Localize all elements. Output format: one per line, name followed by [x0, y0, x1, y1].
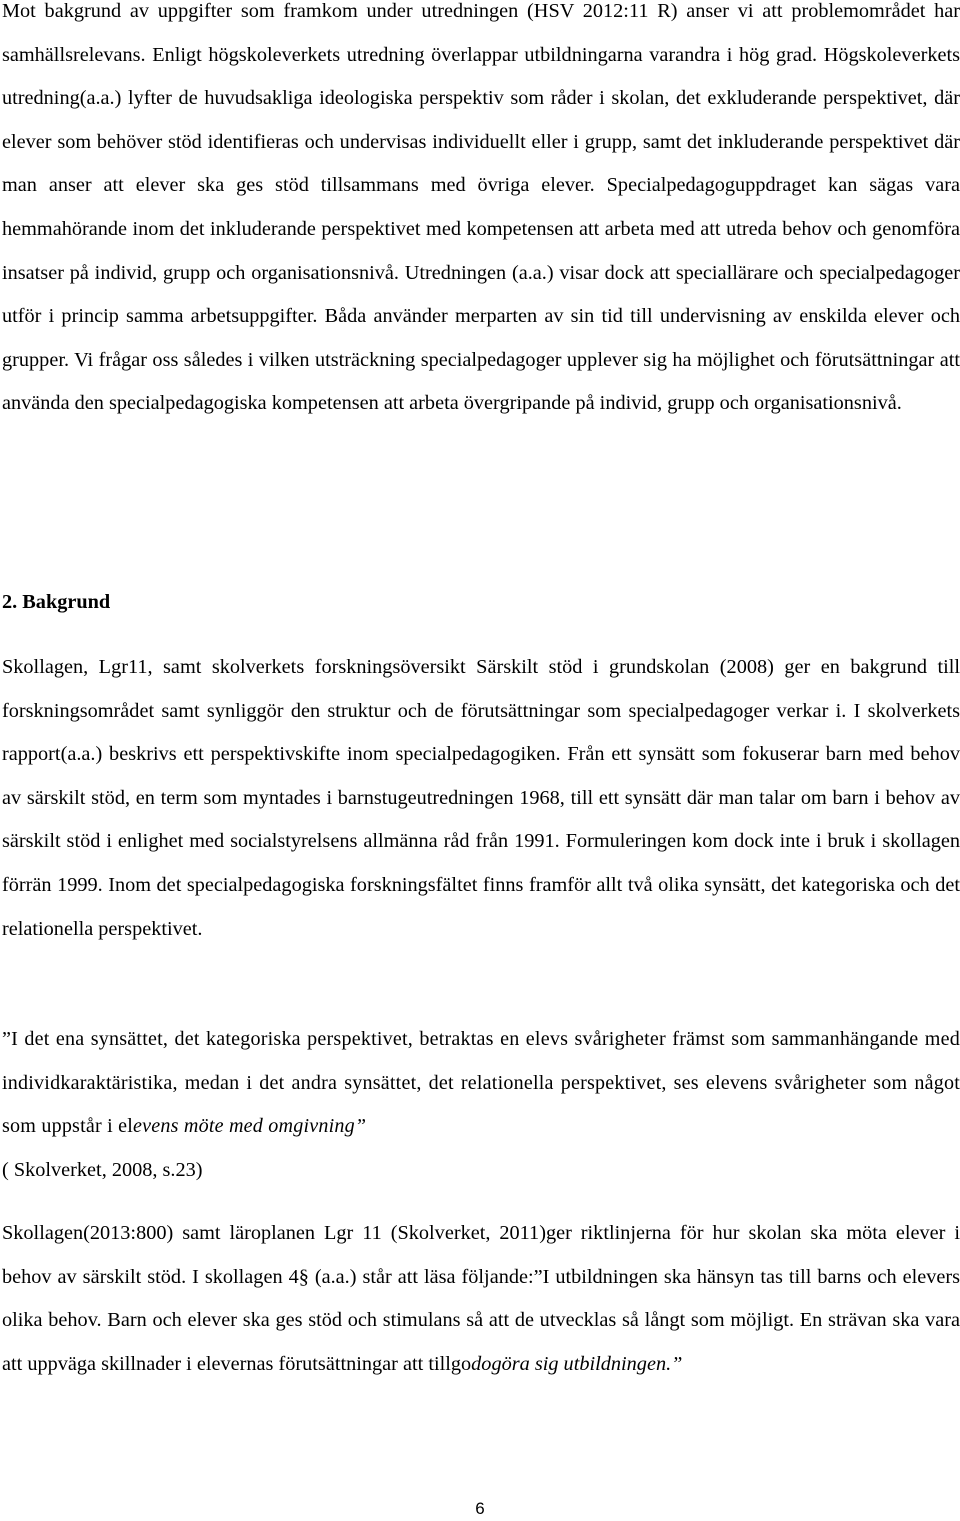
quote-text: ”I det ena synsättet, det kategoriska perspektivet, betraktas en elevs svårigheter främst som sammanhängande med individkaraktäristika, medan i det andra synsättet, det relationella perspektivet, ses elevens svårigheter som något som uppstår i el — [2, 1028, 960, 1138]
law-italic-text: dogöra sig utbildningen.” — [471, 1352, 683, 1375]
law-text: Skollagen(2013:800) samt läroplanen Lgr 11 (Skolverket, 2011)ger riktlinjerna för hur skolan ska möta elever i behov av särskilt stöd. I skollagen 4§ (a.a.) står att läsa följande:”I utbildningen ska hänsyn tas till barns och elevers olika behov. Barn och elever ska ges stöd och stimulans så att de utvecklas så långt som möjligt. En strävan ska vara att uppväga skillnader i elevernas förutsättningar att tillgo — [2, 1222, 960, 1375]
paragraph-background: Skollagen, Lgr11, samt skolverkets forskningsöversikt Särskilt stöd i grundskolan (2008) ger en bakgrund till forskningsområdet samt synliggör den struktur och de förutsättningar som specialpedagoger verkar i. I skolverkets rapport(a.a.) beskrivs ett perspektivskifte inom specialpedagogiken. Från ett synsätt som fokuserar barn med behov av särskilt stöd, en term som myntades i barnstugeutredningen 1968, till ett synsätt där man talar om barn i behov av särskilt stöd i enlighet med socialstyrelsens allmänna råd från 1991. Formuleringen kom dock inte i bruk i skollagen förrän 1999. Inom det specialpedagogiska forskningsfältet finns framför allt två olika synsätt, det kategoriska och det relationella perspektivet. — [2, 656, 960, 940]
page-number: 6 — [475, 1499, 485, 1518]
block-quote — [0, 1018, 960, 1149]
quote-italic-text: evens möte med omgivning” — [133, 1115, 367, 1138]
section-heading: 2. Bakgrund — [2, 591, 111, 613]
quote-citation: ( Skolverket, 2008, s.23) — [2, 1159, 203, 1181]
paragraph-law — [0, 1212, 960, 1386]
paragraph-intro: Mot bakgrund av uppgifter som framkom under utredningen (HSV 2012:11 R) anser vi att problemområdet har samhällsrelevans. Enligt högskoleverkets utredning överlappar utbildningarna varandra i hög grad. Högskoleverkets utredning(a.a.) lyfter de huvudsakliga ideologiska perspektiv som råder i skolan, det exkluderande perspektivet, där elever som behöver stöd identifieras och undervisas individuellt eller i grupp, samt det inkluderande perspektivet där man anser att elever ska ges stöd tillsammans med övriga elever. Specialpedagoguppdraget kan sägas vara hemmahörande inom det inkluderande perspektivet med kompetensen att arbeta med att utreda behov och genomföra insatser på individ, grupp och organisationsnivå. Utredningen (a.a.) visar dock att speciallärare och specialpedagoger utför i princip samma arbetsuppgifter. Båda använder merparten av sin tid till undervisning av enskilda elever och grupper. Vi frågar oss således i vilken utsträckning specialpedagoger upplever sig ha möjlighet och förutsättningar att använda den specialpedagogiska kompetensen att arbeta övergripande på individ, grupp och organisationsnivå. — [2, 0, 960, 415]
